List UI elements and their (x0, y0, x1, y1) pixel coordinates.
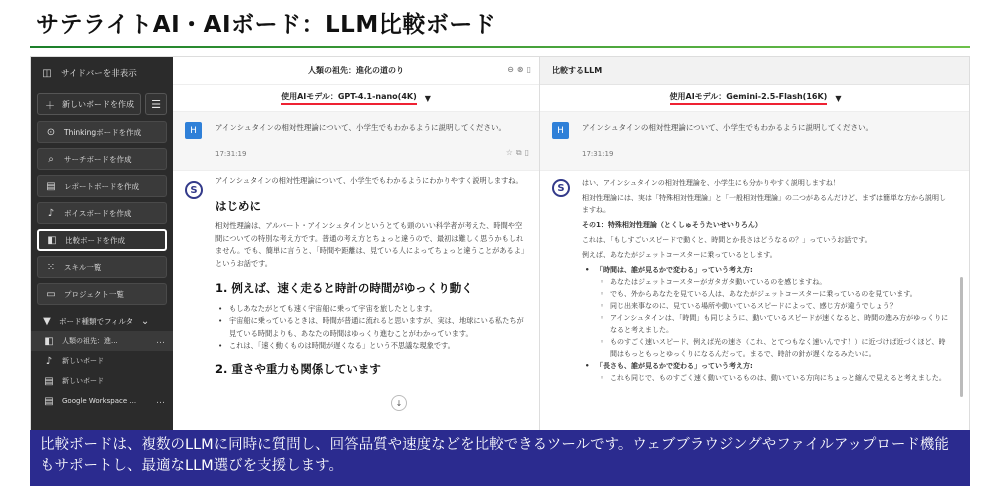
left-chat-panel (173, 57, 539, 431)
sidebar-item-projects[interactable] (37, 283, 167, 305)
report-icon: ▤ (44, 395, 54, 407)
sidebar-item-voice[interactable] (37, 202, 167, 224)
new-board-row (37, 93, 167, 115)
hide-sidebar-button[interactable] (31, 57, 173, 89)
caption-banner: 比較ボードは、複数のLLMに同時に質問し、回答品質や速度などを比較できるツールです。ウェブブラウジングやファイルアップロード機能もサポートし、最適なLLM選びを支援します。 (30, 430, 970, 486)
compare-icon: ◧ (47, 234, 57, 246)
right-chat-panel (539, 57, 970, 431)
ai-paragraph: はい、アインシュタインの相対性理論を、小学生にも分かりやすく説明しますね！ (582, 179, 840, 187)
more-icon[interactable]: … (156, 336, 165, 346)
window-icon[interactable]: ⊗ (516, 65, 524, 74)
list-item: • 宇宙船に乗っているときは、時間が普通に流れると思いますが、実は、地球にいる私たちが見ている時間よりも、あなたの時間はゆっくり進むことがわかっています。 (215, 315, 527, 340)
board-label: 人類の祖先：進... (62, 337, 118, 345)
board-filter[interactable] (31, 311, 173, 331)
right-panel-header (540, 57, 970, 85)
model-selector[interactable] (173, 85, 539, 111)
list-item: ◦ ものすごく速いスピード、例えば光の速さ（これ、とてつもなく速いんです！）に近づけば近づくほど、時間はもっともっとゆっくりになるんだって。まるで、時計の針が遅くなるみたいに。 (598, 336, 952, 360)
thinking-icon: ⊙ (46, 126, 56, 138)
sidebar-item-label: プロジェクト一覧 (64, 289, 124, 299)
message-actions (506, 148, 529, 158)
user-avatar: H (185, 122, 202, 139)
sidebar-item-label: スキル一覧 (64, 262, 102, 272)
list-item: ◦ あなたはジェットコースターがガタガタ動いているのを感じますね。 (598, 276, 952, 288)
board-list-item[interactable] (31, 351, 173, 371)
title-divider (30, 46, 970, 48)
board-list-item[interactable] (31, 331, 173, 351)
plus-icon: ＋ (45, 100, 55, 112)
new-board-label: 新しいボードを作成 (62, 99, 134, 109)
trash-icon[interactable]: ▯ (524, 148, 529, 157)
header-actions (507, 65, 531, 74)
star-icon[interactable]: ☆ (505, 148, 513, 157)
scrollbar[interactable] (960, 277, 963, 397)
chevron-down-icon: ⌄ (140, 315, 150, 327)
sidebar (31, 57, 173, 431)
board-list-item[interactable] (31, 371, 173, 391)
hide-sidebar-label: サイドバーを非表示 (61, 69, 137, 79)
list-item: • 「長さも、誰が見るかで変わる」っていう考え方: (582, 360, 952, 372)
ai-avatar: S (552, 179, 570, 197)
folder-icon: ▭ (46, 288, 56, 300)
board-list-item[interactable] (31, 391, 173, 411)
board-title: 人類の祖先：進化の道のり (308, 66, 404, 75)
dropdown-triangle-icon: ▼ (835, 93, 842, 103)
model-label: 使用AIモデル：Gemini-2.5-Flash(16K) (670, 91, 828, 105)
board-label: 新しいボード (62, 357, 104, 365)
scroll-down-button[interactable] (391, 395, 407, 411)
ai-intro: アインシュタインの相対性理論について、小学生でもわかるようにわかりやすく説明しますね。 (215, 176, 523, 185)
ai-avatar: S (185, 181, 203, 199)
report-icon: ▤ (44, 375, 54, 387)
ai-response (582, 177, 952, 384)
model-label: 使用AIモデル：GPT-4.1-nano(4K) (281, 91, 417, 105)
sidebar-item-label: サーチボードを作成 (64, 154, 132, 164)
compare-icon: ◧ (44, 335, 54, 347)
compare-title: 比較するLLM (552, 66, 603, 75)
sidebar-item-label: ボイスボードを作成 (64, 208, 132, 218)
sub-bullet-list (582, 276, 952, 360)
left-panel-header (173, 57, 539, 85)
hamburger-icon: ☰ (151, 97, 161, 111)
window-icon[interactable]: ▯ (526, 65, 531, 74)
sidebar-item-label: 比較ボードを作成 (65, 235, 125, 245)
ai-paragraph: これは、「もしすごいスピードで動くと、時間とか長さはどうなるの？」っていうお話です。 (582, 236, 872, 244)
list-item: • 「時間は、誰が見るかで変わる」っていう考え方: (582, 264, 952, 276)
ai-response (215, 175, 527, 375)
more-icon[interactable]: … (156, 396, 165, 406)
filter-icon: ▼ (43, 315, 51, 327)
sidebar-item-skills[interactable] (37, 256, 167, 278)
list-item: ◦ 同じ出来事なのに、見ている場所や動いているスピードによって、感じ方が違うでしょう？ (598, 300, 952, 312)
list-item: • もしあなたがとても速く宇宙船に乗って宇宙を旅したとします。 (215, 303, 527, 316)
app-screenshot (30, 56, 970, 432)
list-item: ◦ アインシュタインは、「時間」も同じように、動いているスピードが速くなると、時間の進み方がゆっくりになると考えました。 (598, 312, 952, 336)
model-selector[interactable] (540, 85, 970, 111)
list-item: ◦ これも同じで、ものすごく速く動いているものは、動いている方向にちょっと縮んで見えると考えました。 (598, 372, 952, 384)
message-time: 17:31:19 (582, 150, 614, 158)
heading-2: 2. 重さや重力も関係しています (215, 361, 381, 376)
heading-intro: はじめに (215, 198, 261, 213)
list-item: ◦ でも、外からあなたを見ている人は、あなたがジェットコースターに乗っているのを見ています。 (598, 288, 952, 300)
mic-icon: ♪ (47, 207, 55, 219)
sidebar-menu (31, 121, 173, 305)
mic-icon: ♪ (45, 355, 53, 367)
user-message (173, 111, 539, 171)
copy-icon[interactable]: ⧉ (515, 148, 522, 157)
slide-title: サテライトAI・AIボード：LLM比較ボード (36, 12, 497, 38)
user-avatar: H (552, 122, 569, 139)
user-message-text: アインシュタインの相対性理論について、小学生でもわかるように説明してください。 (215, 123, 507, 132)
list-item: • これは、「速く動くものは時間が遅くなる」という不思議な現象です。 (215, 340, 527, 353)
search-icon: ⌕ (48, 153, 54, 165)
sidebar-item-compare[interactable] (37, 229, 167, 251)
report-icon: ▤ (46, 180, 56, 192)
message-time: 17:31:19 (215, 150, 247, 158)
sub-bullet-list (582, 372, 952, 384)
user-message-text: アインシュタインの相対性理論について、小学生でもわかるように説明してください。 (582, 123, 874, 132)
board-label: Google Workspace ... (62, 397, 137, 405)
sidebar-item-search[interactable] (37, 148, 167, 170)
sidebar-item-report[interactable] (37, 175, 167, 197)
arrow-down-icon: ↓ (395, 398, 403, 408)
dropdown-triangle-icon: ▼ (424, 93, 431, 103)
window-icon[interactable]: ⊖ (507, 65, 514, 74)
sidebar-item-thinking[interactable] (37, 121, 167, 143)
bullet-list (582, 264, 952, 276)
intro-paragraph: 相対性理論は、アルバート・アインシュタインというとても頭のいい科学者が考えた、時間や空間についての特別な考え方です。普通の考え方とちょっと違うので、最初は難しく思うかもしれません。でも、簡単に言うと、「時間や距離は、見ている人によってちょっと違うことがあるよ」というお話です。 (215, 221, 525, 268)
board-label: 新しいボード (62, 377, 104, 385)
ai-paragraph: 例えば、あなたがジェットコースターに乗っているとします。 (582, 251, 777, 259)
bullet-list (215, 303, 527, 353)
sidebar-item-label: レポートボードを作成 (64, 181, 139, 191)
sidebar-item-label: Thinkingボードを作成 (64, 127, 142, 137)
ai-subheading: その1：特殊相対性理論（とくしゅそうたいせいりろん） (582, 221, 762, 229)
ai-paragraph: 相対性理論には、実は「特殊相対性理論」と「一般相対性理論」の二つがあるんだけど、まずは簡単な方から説明しますね。 (582, 194, 946, 214)
user-message (540, 111, 970, 171)
menu-button[interactable] (145, 93, 167, 115)
sidebar-toggle-icon: ◫ (42, 67, 52, 79)
filter-label: ボード種類でフィルタ (59, 316, 134, 326)
heading-1: 1. 例えば、速く走ると時計の時間がゆっくり動く (215, 281, 473, 295)
new-board-button[interactable] (37, 93, 141, 115)
bullet-list (582, 360, 952, 372)
grid-icon: ⁙ (46, 261, 56, 273)
